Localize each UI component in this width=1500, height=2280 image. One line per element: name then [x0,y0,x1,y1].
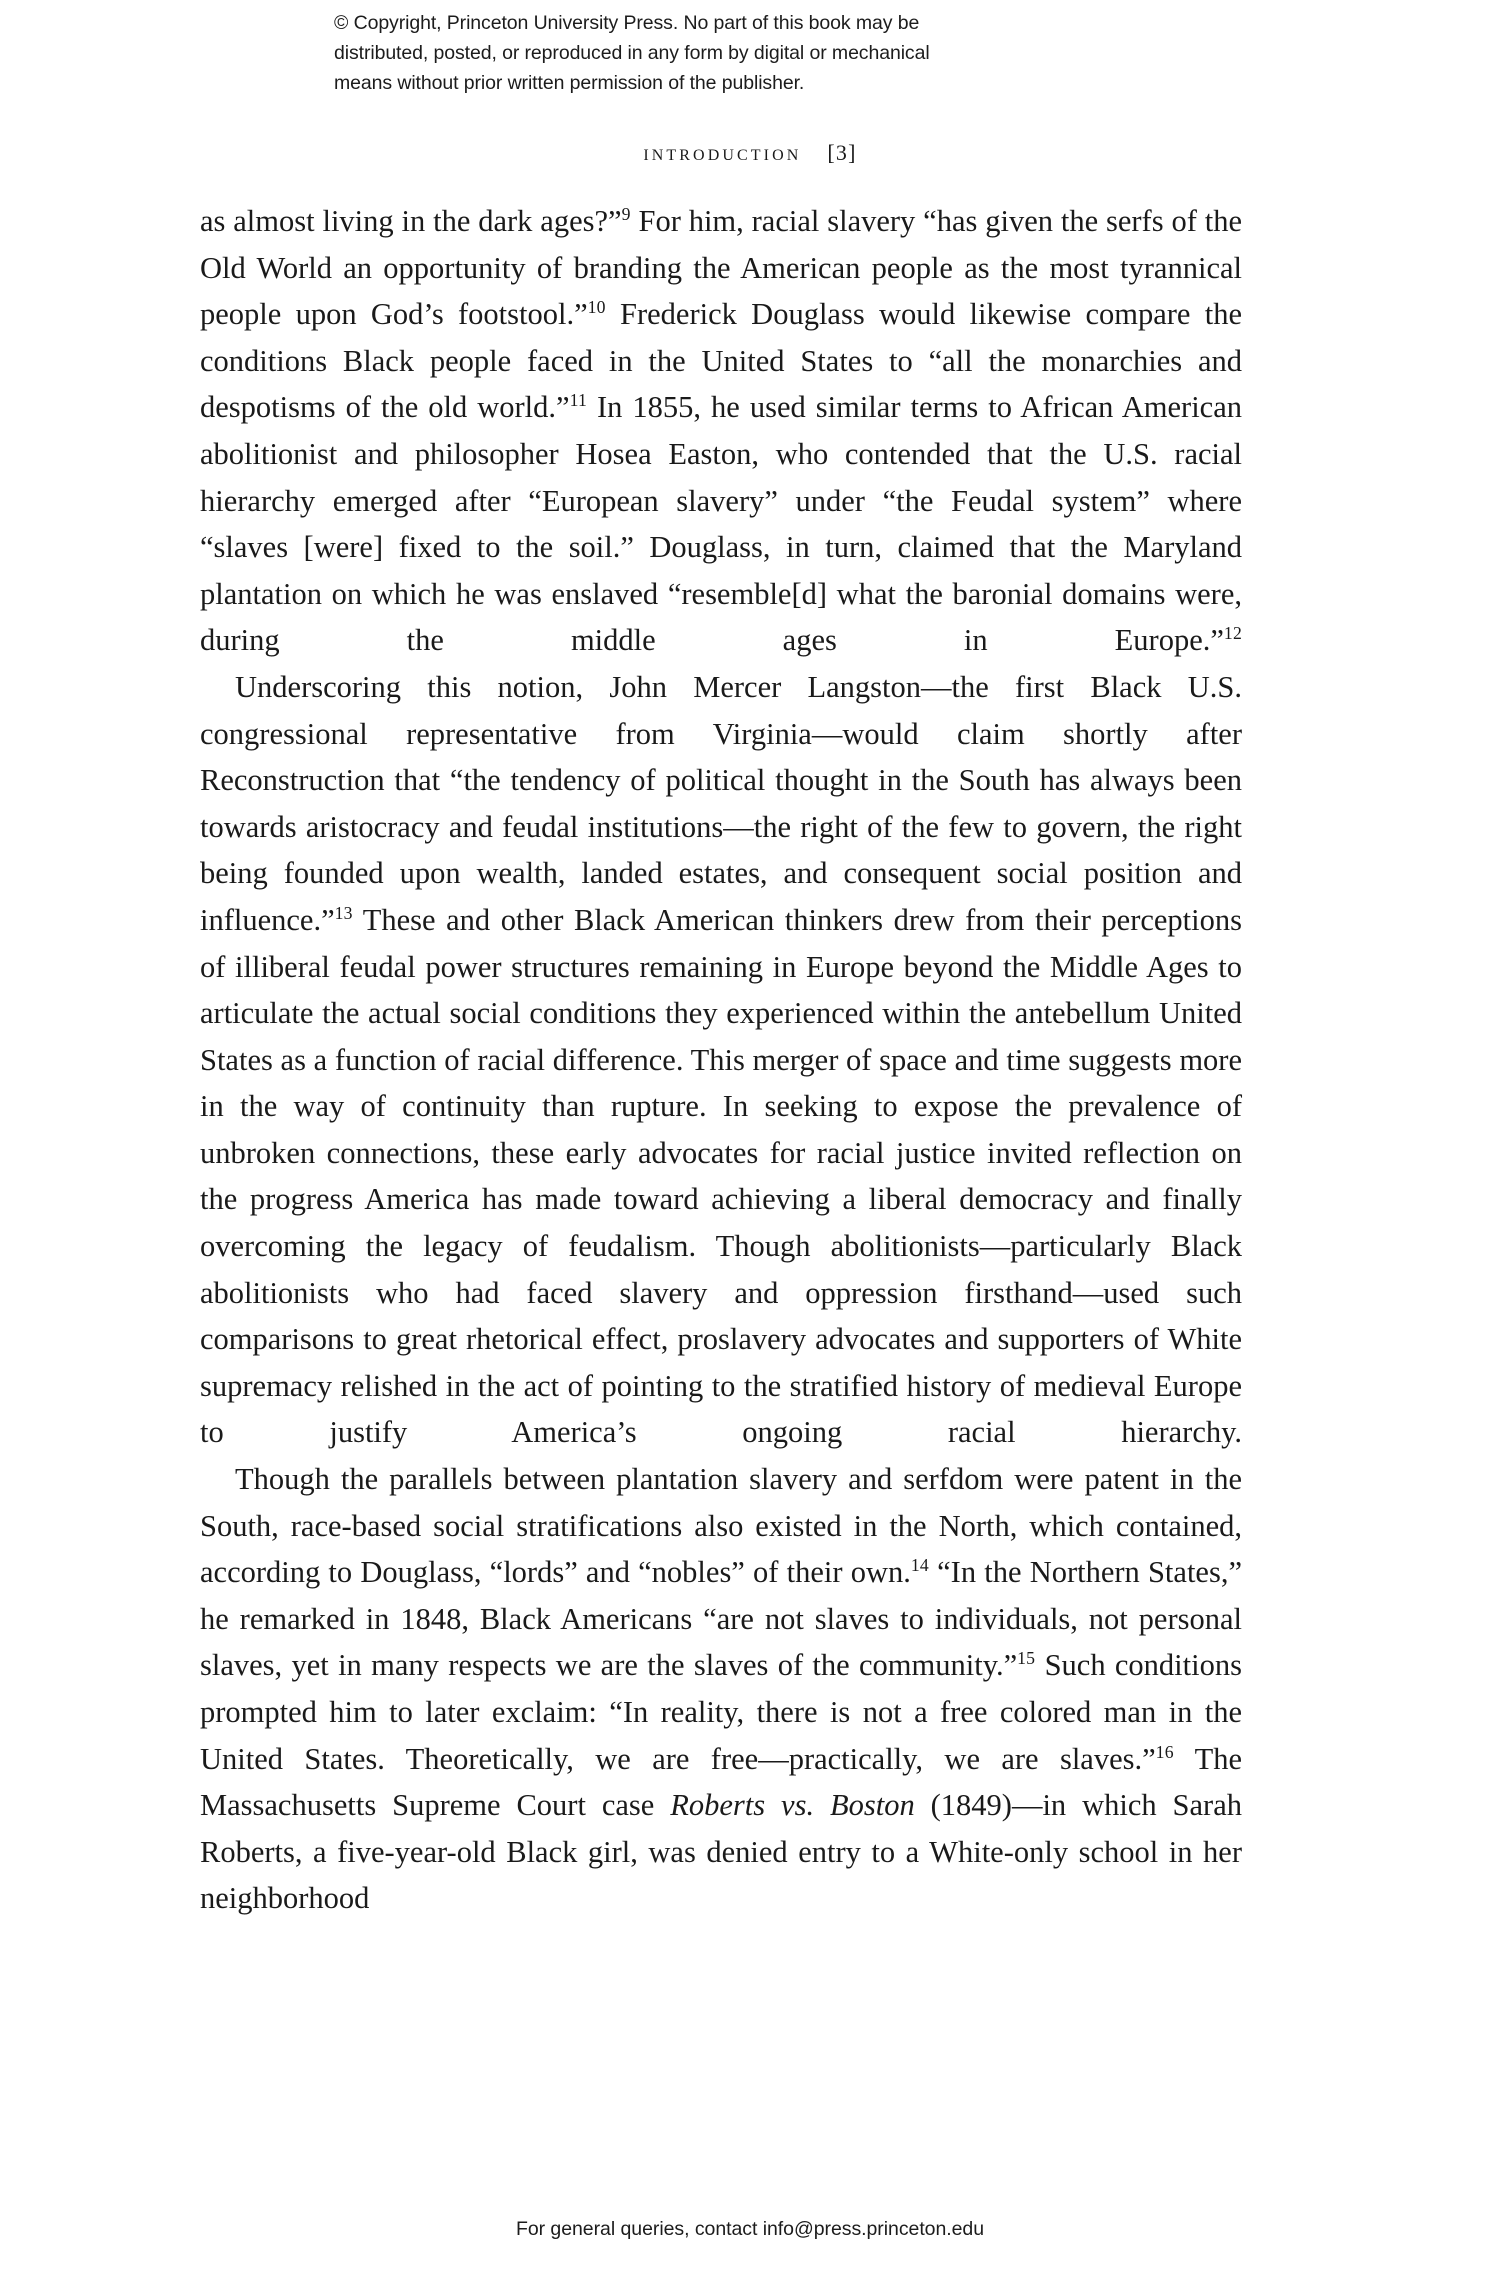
copyright-line-2: distributed, posted, or reproduced in any form by digital or mechanical [334,42,930,64]
general-queries-footer: For general queries, contact info@press.princeton.edu [515,2218,985,2240]
paragraph-2: Underscoring this notion, John Mercer Langston—the first Black U.S. congressional representative from Virginia—would claim shortly after Reconstruction that “the tendency of political thought in the South has always been towards aristocracy and feudal institutions—the right of the few to govern, the right being founded upon wealth, landed estates, and consequent social position and influence.”$^{13}$ These and other Black American thinkers drew from their perceptions of illiberal feudal power structures remaining in Europe beyond the Middle Ages to articulate the actual social conditions they experienced within the antebellum United States as a function of racial difference. This merger of space and time suggests more in the way of continuity than rupture. In seeking to expose the prevalence of unbroken connections, these early advocates for racial justice invited reflection on the progress America has made toward achieving a liberal democracy and finally overcoming the legacy of feudalism. Though abolitionists—particularly Black abolitionists who had faced slavery and oppression firsthand—used such comparisons to great rhetorical effect, proslavery advocates and supporters of White supremacy relished in the act of pointing to the stratified history of medieval Europe to justify America’s ongoing racial hierarchy. [200,669,1242,1450]
copyright-line-1: © Copyright, Princeton University Press. No part of this book may be [334,12,920,34]
paragraph-3: Though the parallels between plantation slavery and serfdom were patent in the South, race-based social stratifications also existed in the North, which contained, according to Douglass, “lords” and “nobles” of their own.$^{14}$ “In the Northern States,” he remarked in 1848, Black Americans “are not slaves to individuals, not personal slaves, yet in many respects we are the slaves of the community.”$^{15}$ Such conditions prompted him to later exclaim: “In reality, there is not a free colored man in the United States. Theoretically, we are free—practically, we are slaves.”$^{16}$ The Massachusetts Supreme Court case Roberts vs. Boston (1849)—in which Sarah Roberts, a five-year-old Black girl, was denied entry to a White-only school in her neighborhood [200,1462,1242,1916]
copyright-notice [334,8,1034,98]
running-head-chapter-label: introduction [643,140,802,165]
running-head [0,140,1500,166]
page-folio-number: [3] [827,140,857,165]
copyright-line-3: means without prior written permission of the publisher. [334,72,805,94]
body-text-column [200,198,1242,1922]
paragraph-1: as almost living in the dark ages?”$^9$ For him, racial slavery “has given the serfs of the Old World an opportunity of branding the American people as the most tyrannical people upon God’s footstool.”$^{10}$ Frederick Douglass would likewise compare the conditions Black people faced in the United States to “all the monarchies and despotisms of the old world.”$^{11}$ In 1855, he used similar terms to African American abolitionist and philosopher Hosea Easton, who contended that the U.S. racial hierarchy emerged after “European slavery” under “the Feudal system” where “slaves [were] fixed to the soil.” Douglass, in turn, claimed that the Maryland plantation on which he was enslaved “resemble[d] what the baronial domains were, during the middle ages in Europe.”$^{12}$ [200,203,1242,658]
